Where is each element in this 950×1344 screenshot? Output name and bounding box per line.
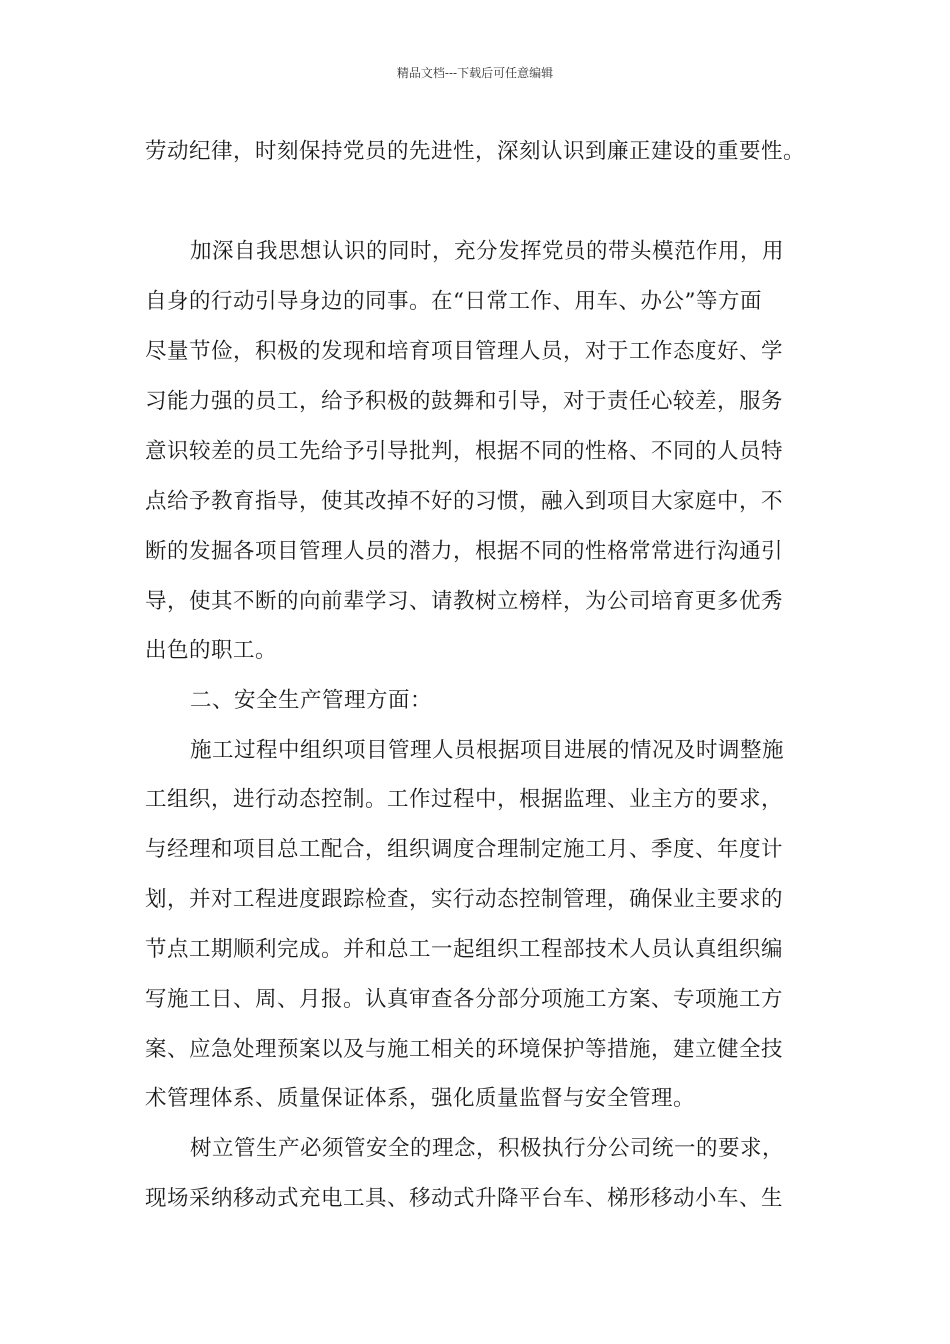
text-line: 术管理体系、质量保证体系，强化质量监督与安全管理。 xyxy=(145,1086,696,1111)
text-line: 尽量节俭，积极的发现和培育项目管理人员，对于工作态度好、学 xyxy=(145,339,784,364)
text-line: 工组织，进行动态控制。工作过程中，根据监理、业主方的要求， xyxy=(145,787,784,812)
text-line: 习能力强的员工，给予积极的鼓舞和引导，对于责任心较差，服务 xyxy=(145,389,784,414)
text-line: 劳动纪律，时刻保持党员的先进性，深刻认识到廉正建设的重要性。 xyxy=(145,139,806,164)
section-heading: 二、安全生产管理方面： xyxy=(190,688,433,713)
text-line: 写施工日、周、月报。认真审查各分部分项施工方案、专项施工方 xyxy=(145,987,784,1012)
text-line: 意识较差的员工先给予引导批判，根据不同的性格、不同的人员特 xyxy=(145,439,784,464)
text-line: 导，使其不断的向前辈学习、请教树立榜样，为公司培育更多优秀 xyxy=(145,589,784,614)
text-line: 出色的职工。 xyxy=(145,638,278,663)
text-line: 与经理和项目总工配合，组织调度合理制定施工月、季度、年度计 xyxy=(145,837,784,862)
text-line: 划，并对工程进度跟踪检查，实行动态控制管理，确保业主要求的 xyxy=(145,887,784,912)
text-line: 节点工期顺利完成。并和总工一起组织工程部技术人员认真组织编 xyxy=(145,937,784,962)
text-line: 案、应急处理预案以及与施工相关的环境保护等措施，建立健全技 xyxy=(145,1037,784,1062)
text-line: 断的发掘各项目管理人员的潜力，根据不同的性格常常进行沟通引 xyxy=(145,539,784,564)
text-line: 加深自我思想认识的同时，充分发挥党员的带头模范作用，用 xyxy=(190,239,785,264)
text-line: 点给予教育指导，使其改掉不好的习惯，融入到项目大家庭中，不 xyxy=(145,489,784,514)
text-line: 现场采纳移动式充电工具、移动式升降平台车、梯形移动小车、生 xyxy=(145,1186,784,1211)
text-line: 自身的行动引导身边的同事。在“日常工作、用车、办公”等方面 xyxy=(145,289,762,314)
text-line: 树立管生产必须管安全的理念，积极执行分公司统一的要求， xyxy=(190,1136,785,1161)
page-header: 精品文档---下载后可任意编辑 xyxy=(396,66,554,80)
text-line: 施工过程中组织项目管理人员根据项目进展的情况及时调整施 xyxy=(190,738,785,763)
